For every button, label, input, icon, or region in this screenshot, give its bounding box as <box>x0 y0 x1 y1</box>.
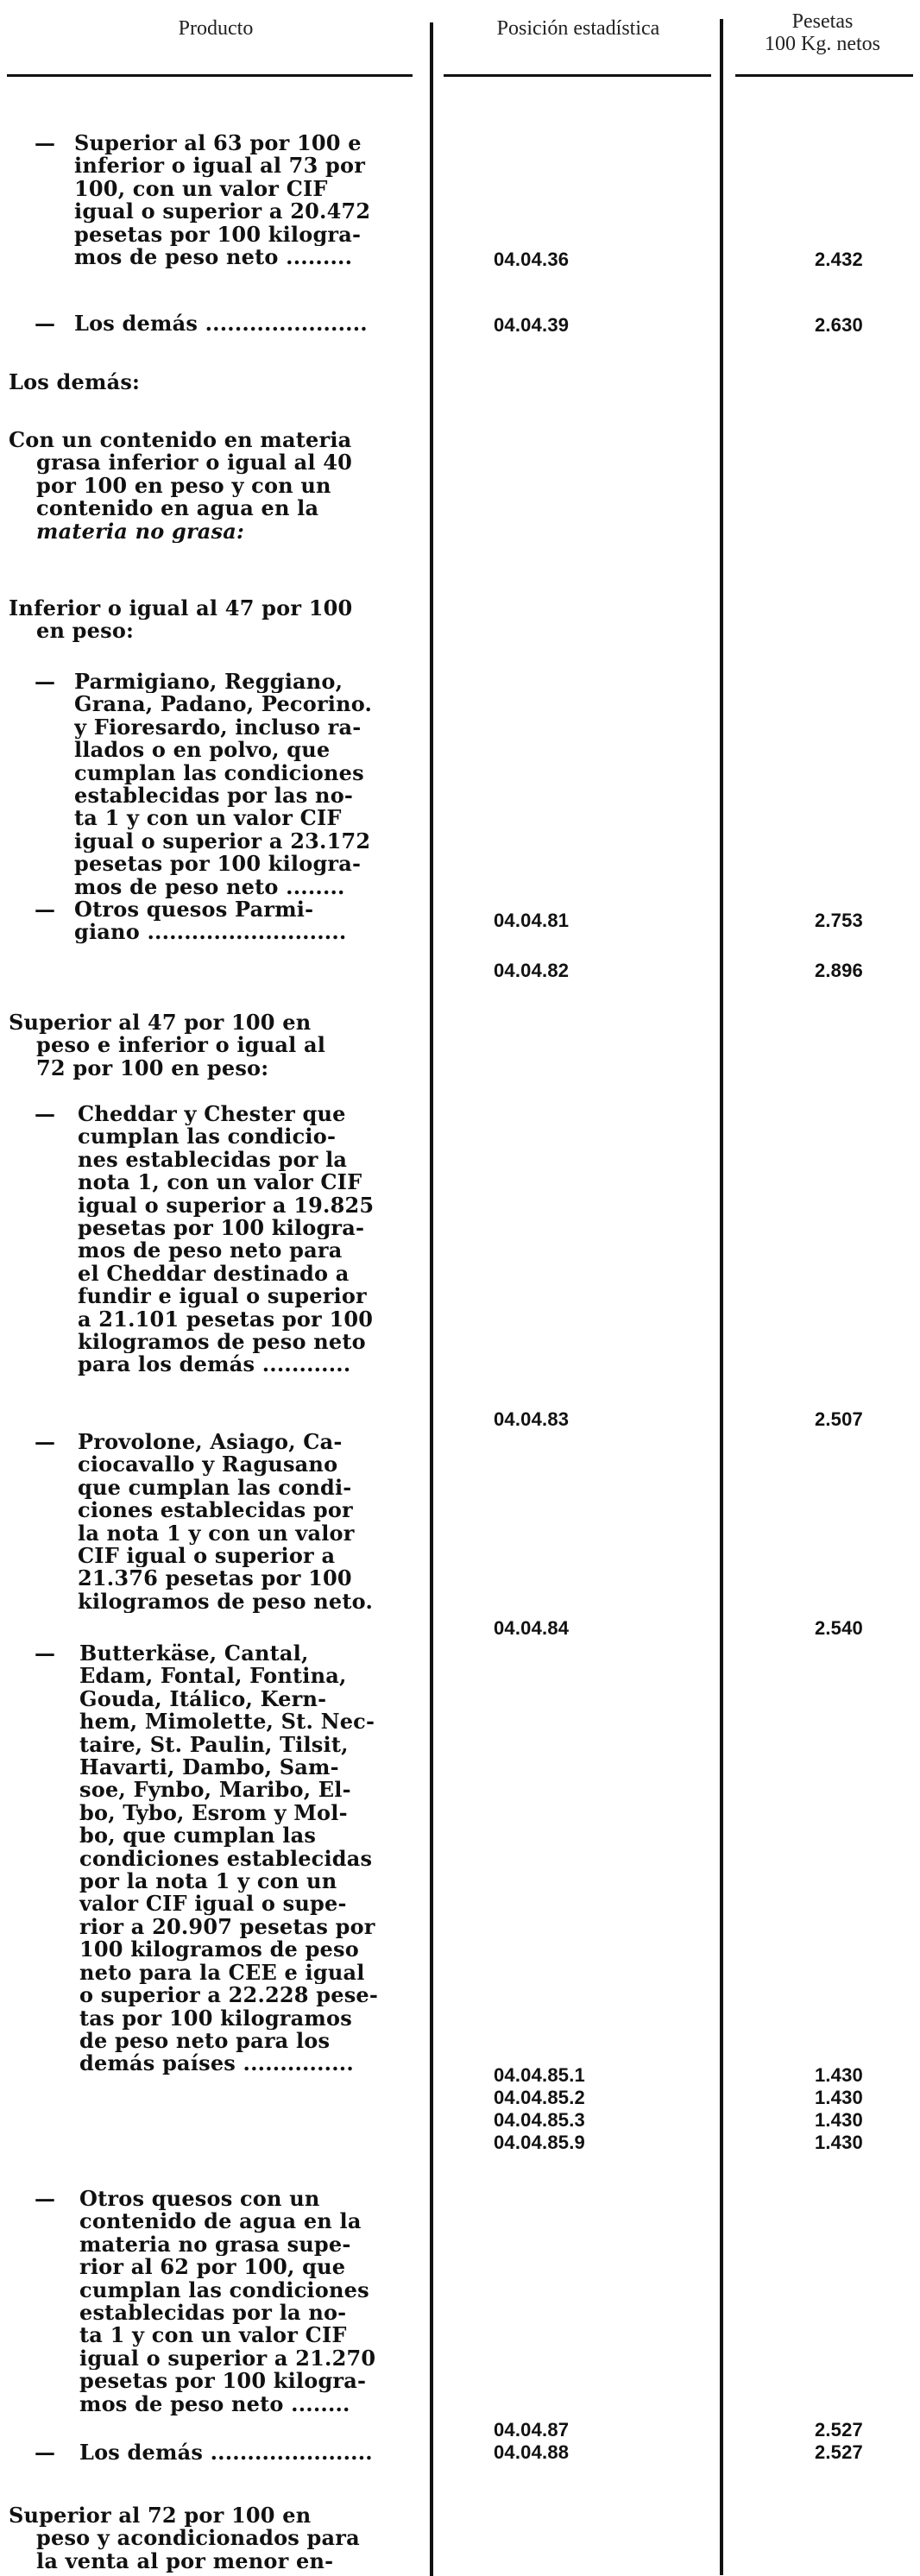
header-rule-product <box>7 74 413 77</box>
text-line: grasa inferior o igual al 40 <box>36 451 353 475</box>
product-description <box>78 1103 419 1376</box>
statistical-position: 04.04.85.3 <box>494 2109 585 2131</box>
column-header-price-line2: 100 Kg. netos <box>765 33 880 55</box>
product-description <box>74 312 419 335</box>
text-line: a 21.101 pesetas por 100 <box>78 1307 374 1332</box>
text-line: ta 1 y con un valor CIF <box>79 2324 347 2347</box>
text-line: bo, Tybo, Esrom y Mol- <box>79 1801 348 1825</box>
text-line: o superior a 22.228 pese- <box>79 1984 379 2007</box>
dash-marker: — <box>35 311 55 336</box>
text-line: de peso neto para los <box>79 2029 331 2053</box>
header-rule-position <box>444 74 711 77</box>
text-line: ciones establecidas por <box>78 1499 353 1522</box>
text-line: Superior al 72 por 100 en <box>9 2504 312 2528</box>
text-line: Edam, Fontal, Fontina, <box>79 1665 347 1688</box>
dash-marker: — <box>35 669 55 694</box>
price-value: 2.540 <box>814 1617 863 1639</box>
text-line: pesetas por 100 kilogra- <box>79 2370 367 2393</box>
text-line: rior al 62 por 100, que <box>79 2256 346 2279</box>
column-header-price <box>725 10 920 55</box>
text-line: contenido de agua en la <box>79 2210 362 2233</box>
text-line: la venta al por menor en- <box>36 2549 334 2573</box>
statistical-position: 04.04.85.1 <box>494 2064 585 2086</box>
text-line: Otros quesos con un <box>79 2188 320 2211</box>
text-line: igual o superior a 19.825 <box>78 1194 375 1218</box>
dash-marker: — <box>35 1101 55 1126</box>
text-line: inferior o igual al 73 por <box>74 154 366 178</box>
statistical-position: 04.04.85.2 <box>494 2087 585 2108</box>
text-line: igual o superior a 23.172 <box>74 829 371 853</box>
text-line: CIF igual o superior a <box>78 1545 336 1568</box>
price-value: 2.896 <box>814 960 863 981</box>
text-line: 100, con un valor CIF <box>74 177 328 201</box>
price-value: 1.430 <box>814 2064 863 2086</box>
text-line: soe, Fynbo, Maribo, El- <box>79 1779 351 1802</box>
text-line: nota 1, con un valor CIF <box>78 1171 362 1194</box>
text-line: por 100 en peso y con un <box>36 474 331 498</box>
dash-marker: — <box>35 897 55 922</box>
text-line: nes establecidas por la <box>78 1148 348 1172</box>
statistical-position: 04.04.87 <box>494 2419 570 2441</box>
section-heading <box>9 1011 419 1034</box>
text-line: ciocavallo y Ragusano <box>78 1453 338 1477</box>
text-line: peso y acondicionados para <box>36 2527 360 2550</box>
text-line: 21.376 pesetas por 100 <box>78 1567 352 1590</box>
dash-marker: — <box>35 1429 55 1454</box>
text-line: Grana, Padano, Pecorino. <box>74 693 373 716</box>
text-line: neto para la CEE e igual <box>79 1961 365 1985</box>
text-line: establecidas por las no- <box>74 784 354 808</box>
text-line: pesetas por 100 kilogra- <box>74 853 362 876</box>
statistical-position: 04.04.83 <box>494 1408 570 1430</box>
text-line: materia no grasa: <box>36 520 245 544</box>
text-line: ta 1 y con un valor CIF <box>74 807 342 830</box>
text-line: establecidas por la no- <box>79 2302 347 2325</box>
price-value: 2.753 <box>814 910 863 931</box>
column-divider-1 <box>430 22 433 2576</box>
text-line: kilogramos de peso neto <box>78 1331 366 1354</box>
price-value: 2.527 <box>814 2441 863 2463</box>
statistical-position: 04.04.36 <box>494 249 570 270</box>
statistical-position: 04.04.39 <box>494 314 570 336</box>
section-heading-cont <box>36 451 419 543</box>
dash-marker: — <box>35 1641 55 1666</box>
text-line: taire, St. Paulin, Tilsit, <box>79 1733 349 1757</box>
text-line: cumplan las condiciones <box>74 761 364 785</box>
text-line: giano ........................... <box>74 921 347 944</box>
text-line: el Cheddar destinado a <box>78 1262 350 1286</box>
text-line: Butterkäse, Cantal, <box>79 1642 309 1666</box>
text-line: 72 por 100 en peso: <box>36 1056 269 1080</box>
text-line: igual o superior a 20.472 <box>74 200 371 224</box>
section-heading-cont <box>36 2527 419 2573</box>
statistical-position: 04.04.82 <box>494 960 570 981</box>
text-line: fundir e igual o superior <box>78 1285 367 1308</box>
text-line: bo, que cumplan las <box>79 1824 317 1848</box>
product-description <box>79 2188 419 2415</box>
text-line: por la nota 1 y con un <box>79 1870 337 1893</box>
section-heading <box>9 429 419 451</box>
text-line: Inferior o igual al 47 por 100 <box>9 597 353 620</box>
text-line: condiciones establecidas <box>79 1847 373 1871</box>
section-heading <box>9 371 419 394</box>
text-line: kilogramos de peso neto. <box>78 1590 373 1614</box>
price-value: 1.430 <box>814 2087 863 2108</box>
text-line: tas por 100 kilogramos <box>79 2006 352 2030</box>
text-line: que cumplan las condi- <box>78 1476 352 1500</box>
text-line: igual o superior a 21.270 <box>79 2346 376 2371</box>
text-line: hem, Mimolette, St. Nec- <box>79 1710 375 1734</box>
text-line: Havarti, Dambo, Sam- <box>79 1756 339 1779</box>
column-header-product: Producto <box>178 17 254 40</box>
text-line: para los demás ............ <box>78 1353 351 1376</box>
text-line: pesetas por 100 kilogra- <box>78 1217 365 1240</box>
text-line: Superior al 47 por 100 en <box>9 1011 312 1035</box>
section-heading <box>9 2504 419 2527</box>
text-line: Parmigiano, Reggiano, <box>74 671 343 694</box>
product-description <box>78 1431 419 1613</box>
text-line: rior a 20.907 pesetas por <box>79 1915 375 1939</box>
text-line: cumplan las condiciones <box>79 2278 369 2302</box>
text-line: contenido en agua en la <box>36 497 319 520</box>
text-line: la nota 1 y con un valor <box>78 1521 355 1546</box>
text-line: valor CIF igual o supe- <box>79 1893 347 1916</box>
text-line: y Fioresardo, incluso ra- <box>74 715 362 740</box>
text-line: mos de peso neto para <box>78 1239 343 1263</box>
column-divider-2 <box>720 19 723 2575</box>
section-heading-cont <box>36 620 419 642</box>
text-line: Los demás: <box>9 371 141 394</box>
text-line: Gouda, Itálico, Kern- <box>79 1687 327 1711</box>
price-value: 1.430 <box>814 2132 863 2153</box>
section-heading-cont <box>36 1034 419 1080</box>
price-value: 1.430 <box>814 2109 863 2131</box>
price-value: 2.527 <box>814 2419 863 2441</box>
price-value: 2.630 <box>814 314 863 336</box>
text-line: Los demás ...................... <box>74 312 368 336</box>
text-line: materia no grasa supe- <box>79 2233 351 2257</box>
column-header-price-line1: Pesetas <box>791 10 854 33</box>
dash-marker: — <box>35 130 55 155</box>
price-value: 2.507 <box>814 1408 863 1430</box>
text-line: mos de peso neto ......... <box>74 246 353 269</box>
text-line: llados o en polvo, que <box>74 739 331 762</box>
section-heading <box>9 597 419 620</box>
price-value: 2.432 <box>814 249 863 270</box>
statistical-position: 04.04.84 <box>494 1617 570 1639</box>
text-line: Provolone, Asiago, Ca- <box>78 1431 343 1454</box>
text-line: pesetas por 100 kilogra- <box>74 223 362 247</box>
text-line: en peso: <box>36 620 135 643</box>
text-line: cumplan las condicio- <box>78 1125 337 1149</box>
column-header-position: Posición estadística <box>496 17 660 40</box>
product-description <box>79 2441 419 2464</box>
product-description <box>74 671 419 898</box>
text-line: Otros quesos Parmi- <box>74 898 314 922</box>
text-line: mos de peso neto ........ <box>79 2392 350 2416</box>
dash-marker: — <box>35 2186 55 2211</box>
text-line: Los demás ...................... <box>79 2441 373 2465</box>
text-line: Con un contenido en materia <box>9 429 352 452</box>
dash-marker: — <box>35 2440 55 2465</box>
text-line: mos de peso neto ........ <box>74 875 345 899</box>
statistical-position: 04.04.85.9 <box>494 2132 585 2153</box>
product-description <box>74 132 419 268</box>
text-line: demás países ............... <box>79 2052 354 2075</box>
statistical-position: 04.04.88 <box>494 2441 570 2463</box>
text-line: Cheddar y Chester que <box>78 1103 346 1126</box>
header-rule-price <box>735 74 913 77</box>
statistical-position: 04.04.81 <box>494 910 570 931</box>
text-line: 100 kilogramos de peso <box>79 1938 359 1962</box>
product-description <box>79 1642 419 2075</box>
text-line: Superior al 63 por 100 e <box>74 132 362 155</box>
product-description <box>74 898 419 944</box>
text-line: peso e inferior o igual al <box>36 1034 326 1057</box>
